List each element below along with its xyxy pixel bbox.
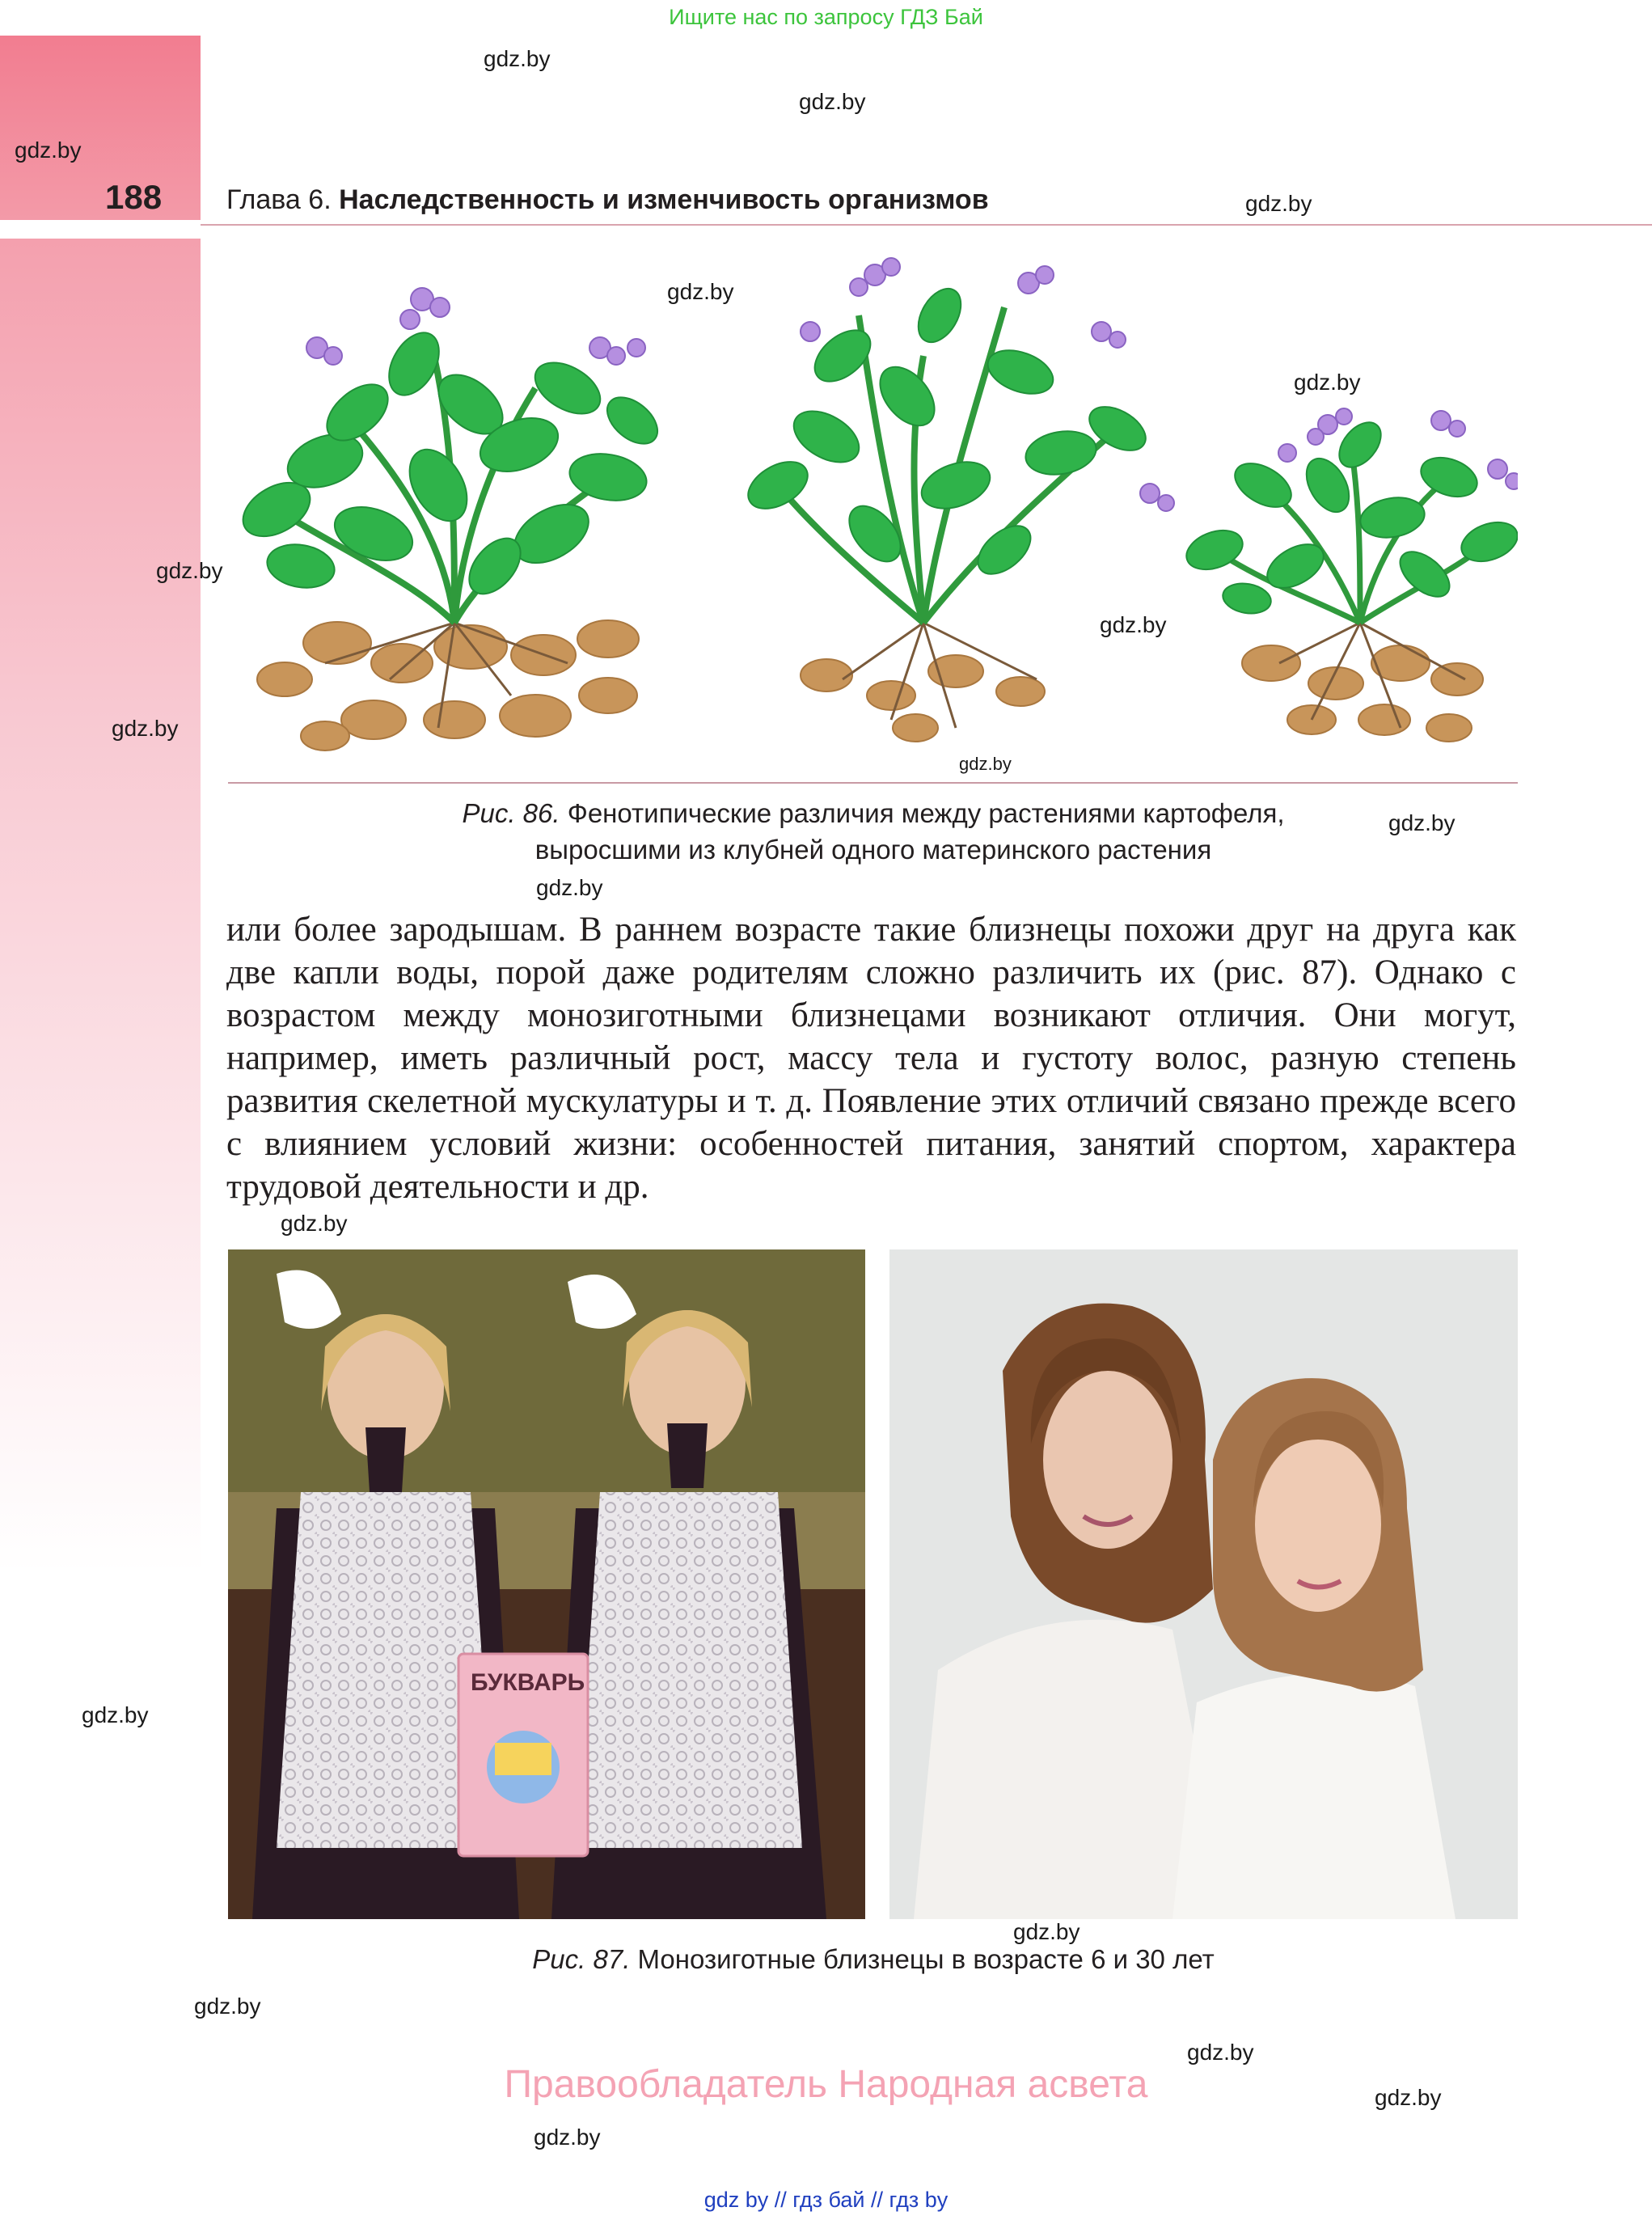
watermark: gdz.by — [281, 1211, 348, 1236]
watermark: gdz.by — [194, 1994, 261, 2019]
watermark: gdz.by — [667, 279, 734, 304]
figure86-caption-line1: Фенотипические различия между растениями картофеля, — [567, 798, 1285, 828]
figure86-caption — [388, 795, 1358, 868]
chapter-heading — [226, 184, 989, 216]
watermark: gdz.by — [484, 46, 551, 71]
watermark: gdz.by — [15, 137, 82, 163]
watermark: gdz.by — [536, 875, 603, 900]
copyright-notice: Правообладатель Народная асвета — [504, 2063, 1148, 2106]
watermark: gdz.by — [1375, 2085, 1442, 2110]
potato-plant-small — [1140, 408, 1518, 742]
watermark: gdz.by — [1388, 810, 1456, 835]
watermark: gdz.by — [799, 89, 866, 114]
watermark: gdz.by — [1294, 370, 1361, 395]
page-number-tab — [0, 36, 201, 220]
figure86-caption-line2: выросшими из клубней одного материнского растения — [534, 835, 1212, 865]
page-number: 188 — [105, 178, 163, 216]
figure87-caption-text: Монозиготные близнецы в возрасте 6 и 30 лет — [637, 1944, 1215, 1974]
primer-book — [458, 1654, 588, 1856]
watermark: gdz.by — [112, 716, 179, 741]
potato-plants-illustration — [228, 243, 1518, 760]
figure87-caption — [388, 1941, 1358, 1977]
header-divider — [201, 224, 1652, 226]
chapter-title: Наследственность и изменчивость организмов — [339, 184, 989, 215]
photo-twins-age-6 — [228, 1249, 865, 1919]
watermark: gdz.by — [1245, 191, 1312, 216]
watermark: gdz.by — [1013, 1919, 1080, 1944]
book-label: БУКВАРЬ — [471, 1669, 585, 1696]
footer-links[interactable]: gdz by // гдз бай // гдз by — [703, 2188, 949, 2212]
side-decor-band — [0, 239, 201, 1573]
watermark: gdz.by — [959, 754, 1012, 774]
watermark: gdz.by — [156, 558, 223, 583]
potato-plant-tall — [740, 258, 1153, 742]
potato-plant-large — [234, 288, 666, 750]
watermark: gdz.by — [82, 1702, 149, 1727]
photo-twins-age-30 — [889, 1249, 1518, 1919]
figure87-label: Рис. 87. — [532, 1944, 631, 1974]
watermark: gdz.by — [534, 2125, 601, 2150]
watermark: gdz.by — [1187, 2040, 1254, 2065]
watermark: gdz.by — [1100, 612, 1167, 637]
figure-divider — [228, 782, 1518, 784]
search-banner[interactable]: Ищите нас по запросу ГДЗ Бай — [669, 5, 983, 29]
figure86-label: Рис. 86. — [462, 798, 560, 828]
chapter-prefix: Глава 6. — [226, 184, 332, 215]
body-paragraph: или более зародышам. В раннем возрасте такие близнецы похожи друг на друга как две капли воды, порой даже родителям сложно различить их (рис. 87). Однако с возрастом между монозиготными близнецами возникают отличия. Они могут, например, иметь различный рост, массу тела и густоту волос, разную степень развития скелетной мускулатуры и т. д. Появление этих отличий связано прежде всего с влиянием условий жизни: особенностей питания, занятий спортом, характера трудовой деятельности и др. — [226, 911, 1516, 1206]
